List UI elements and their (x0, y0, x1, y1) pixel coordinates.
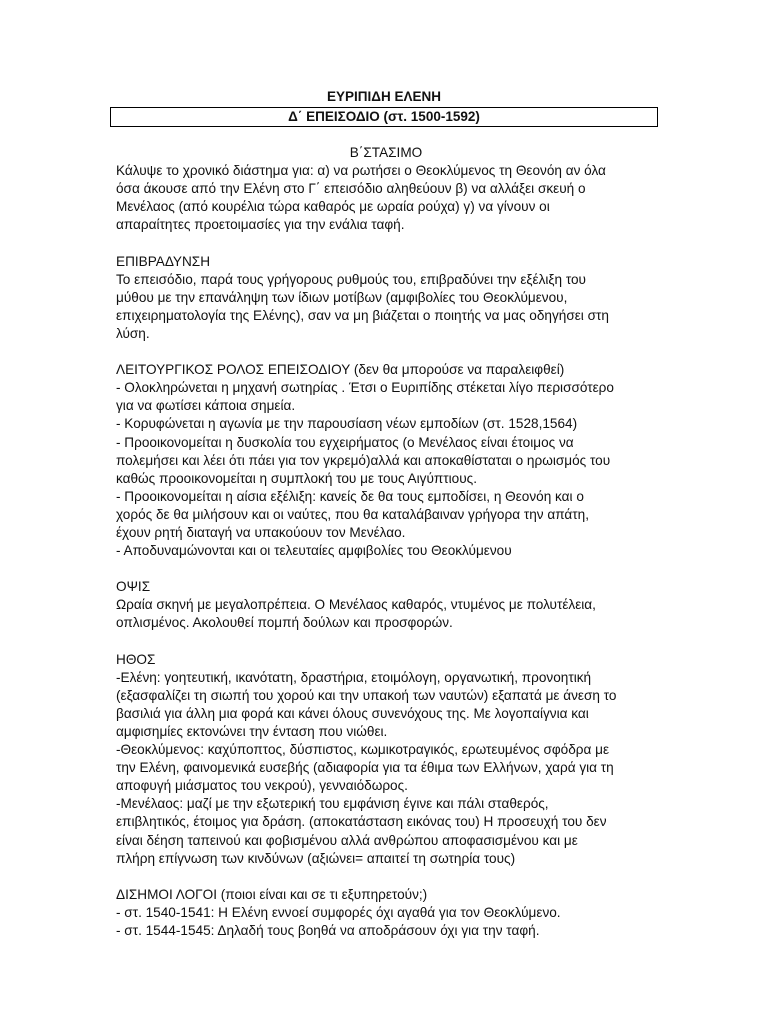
spacer (116, 633, 656, 651)
section-heading: ΕΠΙΒΡΑΔΥΝΣΗ (116, 253, 211, 269)
section-heading: ΛΕΙΤΟΥΡΓΙΚΟΣ ΡΟΛΟΣ ΕΠΕΙΣΟΔΙΟΥ (δεν θα μπορούσε να παραλειφθεί) (116, 362, 565, 378)
document-title: ΕΥΡΙΠΙΔΗ ΕΛΕΝΗ (327, 89, 441, 104)
paragraph-line: Ωραία σκηνή με μεγαλοπρέπεια. Ο Μενέλαος καθαρός, ντυμένος με πολυτέλεια, (116, 597, 596, 613)
spacer (116, 560, 656, 578)
disimoi-section (116, 886, 656, 940)
paragraph-line: την Ελένη, φαινομενικά ευσεβής (αδιαφορία για τα έθιμα των Ελλήνων, χαρά για τη (116, 760, 614, 776)
spacer (116, 343, 656, 361)
paragraph-line: πολεμήσει και λέει ότι πάει για τον γκρεμό)αλλά και αποκαθίσταται ο ηρωισμός του (116, 452, 611, 468)
leitourgikos-section (116, 361, 656, 560)
paragraph-line: - Ολοκληρώνεται η μηχανή σωτηρίας . Έτσι ο Ευριπίδης στέκεται λίγο περισσότερο (116, 380, 614, 396)
paragraph-line: - Αποδυναμώνονται και οι τελευταίες αμφιβολίες του Θεοκλύμενου (116, 543, 512, 559)
section-heading: ΔΙΣΗΜΟΙ ΛΟΓΟΙ (ποιοι είναι και σε τι εξυπηρετούν;) (116, 886, 428, 902)
paragraph-line: μύθου με την επανάληψη των ίδιων μοτίβων (αμφιβολίες του Θεοκλύμενου, (116, 289, 568, 305)
paragraph-line: επιχειρηματολογία της Ελένης), σαν να μη βιάζεται ο ποιητής να μας οδηγήσει στη (116, 307, 609, 323)
paragraph-line: -Θεοκλύμενος: καχύποπτος, δύσπιστος, κωμικοτραγικός, ερωτευμένος σφόδρα με (116, 742, 610, 758)
spacer (116, 234, 656, 252)
paragraph-line: - στ. 1544-1545: Δηλαδή τους βοηθά να αποδράσουν όχι για την ταφή. (116, 923, 540, 939)
episode-subtitle: Δ΄ ΕΠΕΙΣΟΔΙΟ (στ. 1500-1592) (110, 107, 658, 127)
intro-paragraph (116, 162, 656, 234)
paragraph-line: λύση. (116, 325, 150, 341)
paragraph-line: - Κορυφώνεται η αγωνία με την παρουσίαση νέων εμποδίων (στ. 1528,1564) (116, 416, 578, 432)
paragraph-line: όσα άκουσε από την Ελένη στο Γ΄ επεισόδιο αληθεύουν β) να αλλάξει σκευή ο (116, 181, 586, 197)
section-heading: ΗΘΟΣ (116, 651, 156, 667)
epibradynsi-section (116, 253, 656, 343)
paragraph-line: είναι δέηση ταπεινού και φοβισμένου αλλά ανθρώπου αποφασισμένου και με (116, 832, 578, 848)
document-body (116, 144, 656, 940)
paragraph-line: Κάλυψε το χρονικό διάστημα για: α) να ρωτήσει ο Θεοκλύμενος τη Θεονόη αν όλα (116, 163, 606, 179)
paragraph-line: οπλισμένος. Ακολουθεί πομπή δούλων και προσφορών. (116, 615, 453, 631)
paragraph-line: -Ελένη: γοητευτική, ικανότατη, δραστήρια, ετοιμόλογη, οργανωτική, προνοητική (116, 669, 592, 685)
paragraph-line: - Προοικονομείται η δυσκολία του εγχειρήματος (ο Μενέλαος είναι έτοιμος να (116, 434, 574, 450)
stasimo-heading: Β΄ΣΤΑΣΙΜΟ (349, 145, 423, 160)
paragraph-line: για να φωτίσει κάποια σημεία. (116, 398, 296, 414)
paragraph-line: (εξασφαλίζει τη σιωπή του χορού και την υπακοή των ναυτών) εξαπατά με άνεση το (116, 687, 617, 703)
paragraph-line: - στ. 1540-1541: Η Ελένη εννοεί συμφορές όχι αγαθά για τον Θεοκλύμενο. (116, 904, 561, 920)
paragraph-line: - Προοικονομείται η αίσια εξέλιξη: κανείς δε θα τους εμποδίσει, η Θεονόη και ο (116, 488, 584, 504)
paragraph-line: έχουν ρητή διαταγή να υπακούουν τον Μενέλαο. (116, 524, 406, 540)
ithos-section (116, 651, 656, 868)
paragraph-line: χορός δε θα μιλήσουν και οι ναύτες, που θα καταλάβαιναν γρήγορα την απάτη, (116, 506, 589, 522)
opsis-section (116, 578, 656, 632)
paragraph-line: Το επεισόδιο, παρά τους γρήγορους ρυθμούς του, επιβραδύνει την εξέλιξη του (116, 271, 586, 287)
paragraph-line: Μενέλαος (από κουρέλια τώρα καθαρός με ωραία ρούχα) γ) να γίνουν οι (116, 199, 550, 215)
paragraph-line: πλήρη επίγνωση των κινδύνων (αξιώνει= απαιτεί τη σωτηρία τους) (116, 850, 516, 866)
paragraph-line: -Μενέλαος: μαζί με την εξωτερική του εμφάνιση έγινε και πάλι σταθερός, (116, 796, 549, 812)
paragraph-line: καθώς προοικονομείται η συμπλοκή του με τους Αιγύπτιους. (116, 470, 477, 486)
paragraph-line: αποφυγή μιάσματος του νεκρού), γενναιόδωρος. (116, 778, 408, 794)
paragraph-line: αμφισημίες εκτονώνει την ένταση που νιώθει. (116, 724, 388, 739)
paragraph-line: επιβλητικός, έτοιμος για δράση. (αποκατάσταση εικόνας του) Η προσευχή του δεν (116, 814, 607, 830)
section-heading: ΟΨΙΣ (116, 579, 151, 595)
paragraph-line: απαραίτητες προετοιμασίες για την ενάλια ταφή. (116, 217, 405, 233)
spacer (116, 868, 656, 886)
paragraph-line: βασιλιά για άλλη μια φορά και κάνει όλους συνενόχους της. Με λογοπαίγνια και (116, 705, 589, 721)
